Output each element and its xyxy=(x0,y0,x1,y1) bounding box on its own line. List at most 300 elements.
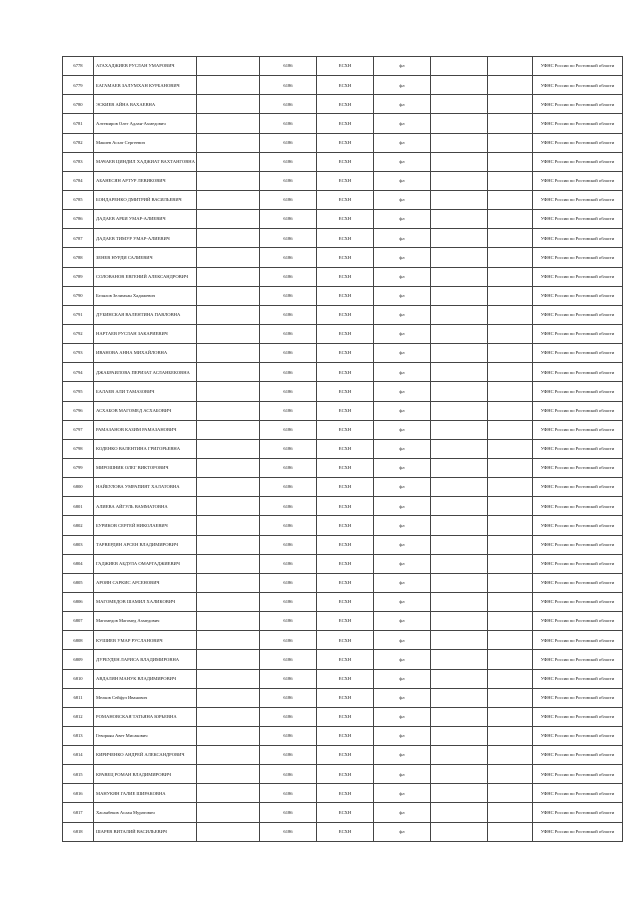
row-number: 6792 xyxy=(63,324,94,343)
row-number: 6794 xyxy=(63,363,94,382)
tax-authority: УФНС России по Ростовской области xyxy=(533,305,623,324)
inn-value xyxy=(197,592,260,611)
taxpayer-name: АЛИЕВА АЙГУЛЬ ВАММАТОВНА xyxy=(94,497,197,516)
empty-cell xyxy=(488,784,533,803)
table-row xyxy=(63,114,623,133)
tax-office-code: 6186 xyxy=(260,363,317,382)
taxpayer-name: АВДАЛЯН МАНУК ВЛАДИМИРОВИЧ xyxy=(94,669,197,688)
taxpayer-type: фл xyxy=(374,746,431,765)
empty-cell xyxy=(488,286,533,305)
row-number: 6813 xyxy=(63,726,94,745)
tax-regime: ЕСХН xyxy=(317,535,374,554)
tax-authority: УФНС России по Ростовской области xyxy=(533,478,623,497)
tax-authority: УФНС России по Ростовской области xyxy=(533,344,623,363)
empty-cell xyxy=(488,401,533,420)
row-number: 6795 xyxy=(63,382,94,401)
date-value xyxy=(431,497,488,516)
table-row xyxy=(63,57,623,76)
tax-regime: ЕСХН xyxy=(317,210,374,229)
tax-regime: ЕСХН xyxy=(317,784,374,803)
tax-regime: ЕСХН xyxy=(317,286,374,305)
empty-cell xyxy=(488,573,533,592)
tax-regime: ЕСХН xyxy=(317,746,374,765)
tax-authority: УФНС России по Ростовской области xyxy=(533,248,623,267)
tax-office-code: 6186 xyxy=(260,114,317,133)
taxpayer-name: БОНДАРЕНКО ДМИТРИЙ ВАСИЛЬЕВИЧ xyxy=(94,190,197,209)
tax-authority: УФНС России по Ростовской области xyxy=(533,210,623,229)
table-row xyxy=(63,133,623,152)
tax-authority: УФНС России по Ростовской области xyxy=(533,267,623,286)
taxpayer-name: МАЧАЕВ ЦИНДИЛ ХАДЖИАТ ВАХТАНГОВНА xyxy=(94,152,197,171)
tax-office-code: 6186 xyxy=(260,210,317,229)
inn-value xyxy=(197,497,260,516)
taxpayer-name: ЭСКИЕВ АЙНА ВАХАЕВНА xyxy=(94,95,197,114)
inn-value xyxy=(197,631,260,650)
tax-regime: ЕСХН xyxy=(317,497,374,516)
tax-regime: ЕСХН xyxy=(317,554,374,573)
taxpayer-name: КУШИЕВ УМАР РУСЛАНОВИЧ xyxy=(94,631,197,650)
date-value xyxy=(431,133,488,152)
tax-office-code: 6186 xyxy=(260,726,317,745)
row-number: 6801 xyxy=(63,497,94,516)
row-number: 6800 xyxy=(63,478,94,497)
tax-office-code: 6186 xyxy=(260,516,317,535)
tax-authority: УФНС России по Ростовской области xyxy=(533,133,623,152)
empty-cell xyxy=(488,650,533,669)
tax-office-code: 6186 xyxy=(260,669,317,688)
tax-authority: УФНС России по Ростовской области xyxy=(533,746,623,765)
tax-office-code: 6186 xyxy=(260,286,317,305)
taxpayer-type: фл xyxy=(374,363,431,382)
table-row xyxy=(63,612,623,631)
row-number: 6788 xyxy=(63,248,94,267)
inn-value xyxy=(197,267,260,286)
tax-authority: УФНС России по Ростовской области xyxy=(533,190,623,209)
table-row xyxy=(63,401,623,420)
tax-office-code: 6186 xyxy=(260,382,317,401)
taxpayer-name: МАГОМЕДОВ ШАМИЛ ХАЛИКОВИЧ xyxy=(94,592,197,611)
empty-cell xyxy=(488,133,533,152)
table-row xyxy=(63,95,623,114)
tax-office-code: 6186 xyxy=(260,171,317,190)
date-value xyxy=(431,286,488,305)
inn-value xyxy=(197,784,260,803)
tax-authority: УФНС России по Ростовской области xyxy=(533,497,623,516)
taxpayer-type: фл xyxy=(374,286,431,305)
tax-authority: УФНС России по Ростовской области xyxy=(533,631,623,650)
date-value xyxy=(431,650,488,669)
tax-regime: ЕСХН xyxy=(317,190,374,209)
date-value xyxy=(431,305,488,324)
taxpayer-name: ДАДАЕВ ТИМУР УМАР-АЛИЕВИЧ xyxy=(94,229,197,248)
empty-cell xyxy=(488,803,533,822)
taxpayer-name: ДУБИНСКАЯ ВАЛЕНТИНА ПАВЛОВНА xyxy=(94,305,197,324)
table-row xyxy=(63,554,623,573)
taxpayer-type: фл xyxy=(374,707,431,726)
tax-regime: ЕСХН xyxy=(317,114,374,133)
tax-regime: ЕСХН xyxy=(317,95,374,114)
taxpayer-name: БАЛАЕВ АЛИ ТАМАЗОВИЧ xyxy=(94,382,197,401)
empty-cell xyxy=(488,420,533,439)
tax-regime: ЕСХН xyxy=(317,401,374,420)
tax-office-code: 6186 xyxy=(260,344,317,363)
tax-authority: УФНС России по Ростовской области xyxy=(533,726,623,745)
date-value xyxy=(431,669,488,688)
table-row xyxy=(63,803,623,822)
taxpayer-type: фл xyxy=(374,458,431,477)
taxpayer-type: фл xyxy=(374,210,431,229)
date-value xyxy=(431,726,488,745)
taxpayer-name: Макиев Асхат Сергеевич xyxy=(94,133,197,152)
date-value xyxy=(431,746,488,765)
taxpayer-type: фл xyxy=(374,57,431,76)
tax-regime: ЕСХН xyxy=(317,688,374,707)
tax-authority: УФНС России по Ростовской области xyxy=(533,114,623,133)
tax-authority: УФНС России по Ростовской области xyxy=(533,95,623,114)
taxpayer-type: фл xyxy=(374,822,431,841)
empty-cell xyxy=(488,478,533,497)
empty-cell xyxy=(488,439,533,458)
inn-value xyxy=(197,420,260,439)
taxpayer-type: фл xyxy=(374,305,431,324)
tax-regime: ЕСХН xyxy=(317,592,374,611)
taxpayer-type: фл xyxy=(374,439,431,458)
inn-value xyxy=(197,152,260,171)
empty-cell xyxy=(488,382,533,401)
table-row xyxy=(63,516,623,535)
tax-regime: ЕСХН xyxy=(317,382,374,401)
empty-cell xyxy=(488,765,533,784)
row-number: 6812 xyxy=(63,707,94,726)
date-value xyxy=(431,76,488,95)
inn-value xyxy=(197,344,260,363)
tax-regime: ЕСХН xyxy=(317,631,374,650)
row-number: 6798 xyxy=(63,439,94,458)
taxpayer-name: Геворкян Авет Мисакович xyxy=(94,726,197,745)
tax-office-code: 6186 xyxy=(260,267,317,286)
tax-office-code: 6186 xyxy=(260,746,317,765)
tax-regime: ЕСХН xyxy=(317,57,374,76)
date-value xyxy=(431,612,488,631)
date-value xyxy=(431,765,488,784)
tax-office-code: 6186 xyxy=(260,458,317,477)
tax-regime: ЕСХН xyxy=(317,803,374,822)
date-value xyxy=(431,401,488,420)
tax-office-code: 6186 xyxy=(260,765,317,784)
empty-cell xyxy=(488,95,533,114)
tax-office-code: 6186 xyxy=(260,439,317,458)
inn-value xyxy=(197,363,260,382)
tax-office-code: 6186 xyxy=(260,592,317,611)
tax-office-code: 6186 xyxy=(260,650,317,669)
table-row xyxy=(63,458,623,477)
inn-value xyxy=(197,573,260,592)
tax-office-code: 6186 xyxy=(260,573,317,592)
row-number: 6782 xyxy=(63,133,94,152)
row-number: 6817 xyxy=(63,803,94,822)
row-number: 6784 xyxy=(63,171,94,190)
table-row xyxy=(63,76,623,95)
empty-cell xyxy=(488,363,533,382)
row-number: 6797 xyxy=(63,420,94,439)
tax-authority: УФНС России по Ростовской области xyxy=(533,784,623,803)
tax-office-code: 6186 xyxy=(260,631,317,650)
empty-cell xyxy=(488,267,533,286)
inn-value xyxy=(197,76,260,95)
empty-cell xyxy=(488,592,533,611)
empty-cell xyxy=(488,190,533,209)
taxpayer-name: Белялов Зелимхан Хадижевич xyxy=(94,286,197,305)
date-value xyxy=(431,458,488,477)
row-number: 6791 xyxy=(63,305,94,324)
records-body xyxy=(63,57,623,842)
tax-authority: УФНС России по Ростовской области xyxy=(533,650,623,669)
empty-cell xyxy=(488,57,533,76)
taxpayer-type: фл xyxy=(374,631,431,650)
tax-regime: ЕСХН xyxy=(317,420,374,439)
row-number: 6809 xyxy=(63,650,94,669)
taxpayer-name: БУРИКОВ СЕРГЕЙ НИКОЛАЕВИЧ xyxy=(94,516,197,535)
date-value xyxy=(431,95,488,114)
tax-regime: ЕСХН xyxy=(317,707,374,726)
tax-regime: ЕСХН xyxy=(317,324,374,343)
tax-office-code: 6186 xyxy=(260,803,317,822)
empty-cell xyxy=(488,688,533,707)
inn-value xyxy=(197,229,260,248)
empty-cell xyxy=(488,726,533,745)
row-number: 6781 xyxy=(63,114,94,133)
taxpayer-name: КРАВЕЦ РОМАН ВЛАДИМИРОВИЧ xyxy=(94,765,197,784)
tax-authority: УФНС России по Ростовской области xyxy=(533,401,623,420)
tax-regime: ЕСХН xyxy=(317,152,374,171)
tax-authority: УФНС России по Ростовской области xyxy=(533,688,623,707)
date-value xyxy=(431,631,488,650)
taxpayer-name: АСХАБОВ МАГОМЕД АСХАБОВИЧ xyxy=(94,401,197,420)
date-value xyxy=(431,822,488,841)
tax-authority: УФНС России по Ростовской области xyxy=(533,822,623,841)
table-row xyxy=(63,382,623,401)
date-value xyxy=(431,190,488,209)
row-number: 6810 xyxy=(63,669,94,688)
taxpayer-type: фл xyxy=(374,344,431,363)
date-value xyxy=(431,171,488,190)
inn-value xyxy=(197,248,260,267)
taxpayer-type: фл xyxy=(374,784,431,803)
taxpayer-name: АГАХАДЖИЕВ РУСЛАН УМАРОВИЧ xyxy=(94,57,197,76)
row-number: 6778 xyxy=(63,57,94,76)
tax-office-code: 6186 xyxy=(260,95,317,114)
inn-value xyxy=(197,669,260,688)
tax-office-code: 6186 xyxy=(260,57,317,76)
row-number: 6796 xyxy=(63,401,94,420)
tax-authority: УФНС России по Ростовской области xyxy=(533,535,623,554)
inn-value xyxy=(197,286,260,305)
table-row xyxy=(63,286,623,305)
empty-cell xyxy=(488,76,533,95)
row-number: 6793 xyxy=(63,344,94,363)
inn-value xyxy=(197,171,260,190)
table-row xyxy=(63,190,623,209)
taxpayer-name: Алтемиров Олег Адлан-Ахмедович xyxy=(94,114,197,133)
tax-office-code: 6186 xyxy=(260,305,317,324)
date-value xyxy=(431,114,488,133)
inn-value xyxy=(197,133,260,152)
tax-regime: ЕСХН xyxy=(317,726,374,745)
taxpayer-name: КОДЕНКО ВАЛЕНТИНА ГРИГОРЬЕВНА xyxy=(94,439,197,458)
tax-office-code: 6186 xyxy=(260,190,317,209)
tax-authority: УФНС России по Ростовской области xyxy=(533,152,623,171)
date-value xyxy=(431,152,488,171)
date-value xyxy=(431,363,488,382)
tax-regime: ЕСХН xyxy=(317,573,374,592)
inn-value xyxy=(197,478,260,497)
row-number: 6803 xyxy=(63,535,94,554)
taxpayer-name: СОЛОВАНОВ ЕВГЕНИЙ АЛЕКСАНДРОВИЧ xyxy=(94,267,197,286)
table-row xyxy=(63,324,623,343)
date-value xyxy=(431,478,488,497)
inn-value xyxy=(197,382,260,401)
tax-office-code: 6186 xyxy=(260,401,317,420)
date-value xyxy=(431,784,488,803)
tax-office-code: 6186 xyxy=(260,822,317,841)
inn-value xyxy=(197,458,260,477)
date-value xyxy=(431,554,488,573)
row-number: 6802 xyxy=(63,516,94,535)
date-value xyxy=(431,420,488,439)
date-value xyxy=(431,344,488,363)
tax-authority: УФНС России по Ростовской области xyxy=(533,458,623,477)
tax-regime: ЕСХН xyxy=(317,822,374,841)
tax-regime: ЕСХН xyxy=(317,458,374,477)
table-row xyxy=(63,707,623,726)
row-number: 6805 xyxy=(63,573,94,592)
taxpayer-type: фл xyxy=(374,554,431,573)
row-number: 6787 xyxy=(63,229,94,248)
taxpayer-type: фл xyxy=(374,152,431,171)
empty-cell xyxy=(488,707,533,726)
tax-office-code: 6186 xyxy=(260,707,317,726)
tax-regime: ЕСХН xyxy=(317,478,374,497)
tax-authority: УФНС России по Ростовской области xyxy=(533,554,623,573)
inn-value xyxy=(197,822,260,841)
empty-cell xyxy=(488,305,533,324)
date-value xyxy=(431,229,488,248)
inn-value xyxy=(197,324,260,343)
tax-office-code: 6186 xyxy=(260,688,317,707)
taxpayer-type: фл xyxy=(374,765,431,784)
taxpayer-name: АБАНЕСЯН АРТУР ЛЕВИКОВИЧ xyxy=(94,171,197,190)
table-row xyxy=(63,305,623,324)
tax-authority: УФНС России по Ростовской области xyxy=(533,229,623,248)
tax-regime: ЕСХН xyxy=(317,439,374,458)
tax-office-code: 6186 xyxy=(260,784,317,803)
date-value xyxy=(431,439,488,458)
tax-regime: ЕСХН xyxy=(317,669,374,688)
tax-authority: УФНС России по Ростовской области xyxy=(533,57,623,76)
table-row xyxy=(63,497,623,516)
tax-authority: УФНС России по Ростовской области xyxy=(533,324,623,343)
table-row xyxy=(63,344,623,363)
tax-authority: УФНС России по Ростовской области xyxy=(533,439,623,458)
empty-cell xyxy=(488,229,533,248)
taxpayer-type: фл xyxy=(374,76,431,95)
table-row xyxy=(63,592,623,611)
row-number: 6789 xyxy=(63,267,94,286)
taxpayer-name: ДАДАЕВ АРБИ УМАР-АЛИЕВИЧ xyxy=(94,210,197,229)
row-number: 6785 xyxy=(63,190,94,209)
taxpayer-name: НАЙБУЛОВА УМРАПИЯТ ХАЛАТОВНА xyxy=(94,478,197,497)
row-number: 6783 xyxy=(63,152,94,171)
tax-authority: УФНС России по Ростовской области xyxy=(533,592,623,611)
inn-value xyxy=(197,516,260,535)
tax-office-code: 6186 xyxy=(260,497,317,516)
table-row xyxy=(63,229,623,248)
tax-office-code: 6186 xyxy=(260,324,317,343)
row-number: 6814 xyxy=(63,746,94,765)
tax-authority: УФНС России по Ростовской области xyxy=(533,516,623,535)
table-row xyxy=(63,784,623,803)
tax-office-code: 6186 xyxy=(260,478,317,497)
tax-office-code: 6186 xyxy=(260,229,317,248)
empty-cell xyxy=(488,152,533,171)
row-number: 6799 xyxy=(63,458,94,477)
table-row xyxy=(63,267,623,286)
taxpayer-type: фл xyxy=(374,171,431,190)
taxpayer-name: АРОЯН САРКИС АРСЕНОВИЧ xyxy=(94,573,197,592)
tax-office-code: 6186 xyxy=(260,535,317,554)
tax-authority: УФНС России по Ростовской области xyxy=(533,707,623,726)
date-value xyxy=(431,573,488,592)
empty-cell xyxy=(488,324,533,343)
table-row xyxy=(63,420,623,439)
inn-value xyxy=(197,612,260,631)
taxpayer-name: НАРТАЕВ РУСЛАН ЗАКАРИЕВИЧ xyxy=(94,324,197,343)
inn-value xyxy=(197,305,260,324)
inn-value xyxy=(197,650,260,669)
inn-value xyxy=(197,746,260,765)
table-row xyxy=(63,171,623,190)
row-number: 6815 xyxy=(63,765,94,784)
tax-regime: ЕСХН xyxy=(317,765,374,784)
tax-authority: УФНС России по Ростовской области xyxy=(533,612,623,631)
tax-regime: ЕСХН xyxy=(317,612,374,631)
tax-authority: УФНС России по Ростовской области xyxy=(533,76,623,95)
tax-office-code: 6186 xyxy=(260,152,317,171)
table-row xyxy=(63,631,623,650)
inn-value xyxy=(197,765,260,784)
tax-authority: УФНС России по Ростовской области xyxy=(533,286,623,305)
table-row xyxy=(63,669,623,688)
date-value xyxy=(431,324,488,343)
row-number: 6780 xyxy=(63,95,94,114)
table-row xyxy=(63,765,623,784)
inn-value xyxy=(197,114,260,133)
empty-cell xyxy=(488,344,533,363)
table-row xyxy=(63,152,623,171)
tax-regime: ЕСХН xyxy=(317,248,374,267)
taxpayer-type: фл xyxy=(374,516,431,535)
empty-cell xyxy=(488,822,533,841)
inn-value xyxy=(197,554,260,573)
tax-authority: УФНС России по Ростовской области xyxy=(533,765,623,784)
tax-office-code: 6186 xyxy=(260,420,317,439)
date-value xyxy=(431,382,488,401)
taxpayer-type: фл xyxy=(374,420,431,439)
table-row xyxy=(63,688,623,707)
table-row xyxy=(63,746,623,765)
taxpayer-type: фл xyxy=(374,726,431,745)
taxpayer-type: фл xyxy=(374,478,431,497)
